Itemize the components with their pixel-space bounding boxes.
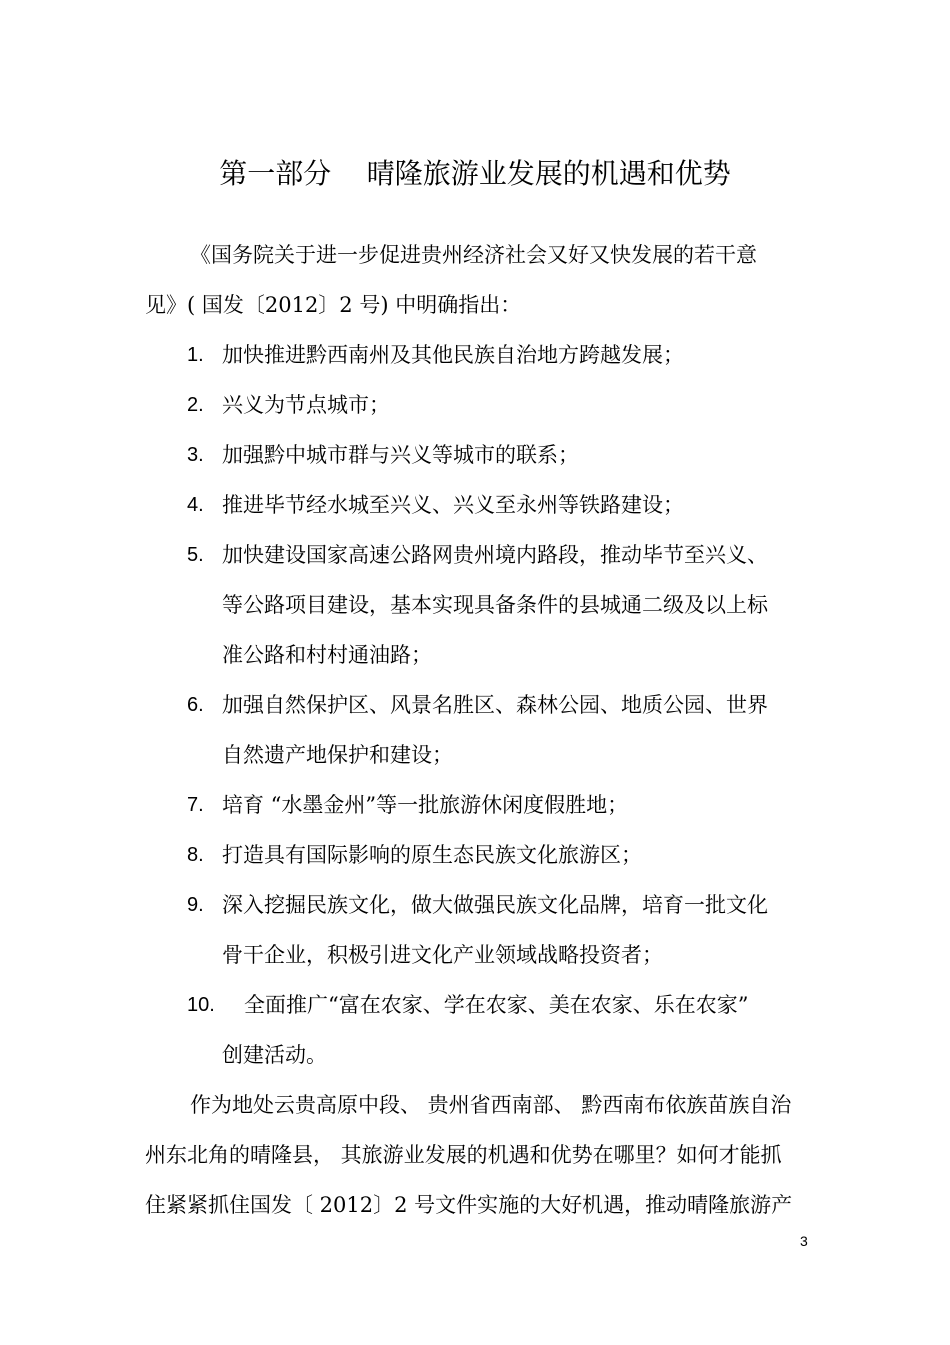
page-number: 3	[800, 1233, 808, 1249]
item-number: 2.	[187, 394, 204, 416]
item-text: 全面推广“富在农家、学在农家、美在农家、乐在农家”	[244, 993, 749, 1017]
closing-line-3: 住紧紧抓住国发〔 2012〕2 号文件实施的大好机遇，推动晴隆旅游产	[145, 1193, 793, 1217]
item-text: 推进毕节经水城至兴义、兴义至永州等铁路建设；	[222, 493, 684, 517]
item-text: 加强黔中城市群与兴义等城市的联系；	[222, 443, 579, 467]
item-text-continued: 准公路和村村通油路；	[222, 643, 432, 667]
item-number: 9.	[187, 894, 204, 916]
item-text-continued: 创建活动。	[222, 1043, 327, 1067]
item-number: 6.	[187, 694, 204, 716]
intro-line-1: 《国务院关于进一步促进贵州经济社会又好又快发展的若干意	[190, 243, 757, 267]
item-text-continued: 等公路项目建设，基本实现具备条件的县城通二级及以上标	[222, 593, 768, 617]
item-text-continued: 骨干企业，积极引进文化产业领域战略投资者；	[222, 943, 663, 967]
item-number: 8.	[187, 844, 204, 866]
intro-line-2: 见》( 国发〔2012〕2 号) 中明确指出：	[145, 293, 522, 317]
item-number: 3.	[187, 444, 204, 466]
item-number: 10.	[187, 994, 215, 1016]
item-text: 培育 “水墨金州”等一批旅游休闲度假胜地；	[222, 793, 629, 817]
item-text: 加强自然保护区、风景名胜区、森林公园、地质公园、世界	[222, 693, 768, 717]
item-text: 兴义为节点城市；	[222, 393, 390, 417]
item-number: 7.	[187, 794, 204, 816]
item-number: 5.	[187, 544, 204, 566]
section-title: 第一部分 晴隆旅游业发展的机遇和优势	[219, 157, 731, 190]
item-text: 深入挖掘民族文化，做大做强民族文化品牌，培育一批文化	[222, 893, 768, 917]
closing-line-1: 作为地处云贵高原中段、 贵州省西南部、 黔西南布依族苗族自治	[190, 1093, 792, 1117]
item-text-continued: 自然遗产地保护和建设；	[222, 743, 453, 767]
item-text: 加快建设国家高速公路网贵州境内路段，推动毕节至兴义、	[222, 543, 768, 567]
item-text: 加快推进黔西南州及其他民族自治地方跨越发展；	[222, 343, 684, 367]
item-text: 打造具有国际影响的原生态民族文化旅游区；	[222, 843, 642, 867]
item-number: 1.	[187, 344, 204, 366]
closing-line-2: 州东北角的晴隆县， 其旅游业发展的机遇和优势在哪里？如何才能抓	[145, 1143, 782, 1167]
item-number: 4.	[187, 494, 204, 516]
